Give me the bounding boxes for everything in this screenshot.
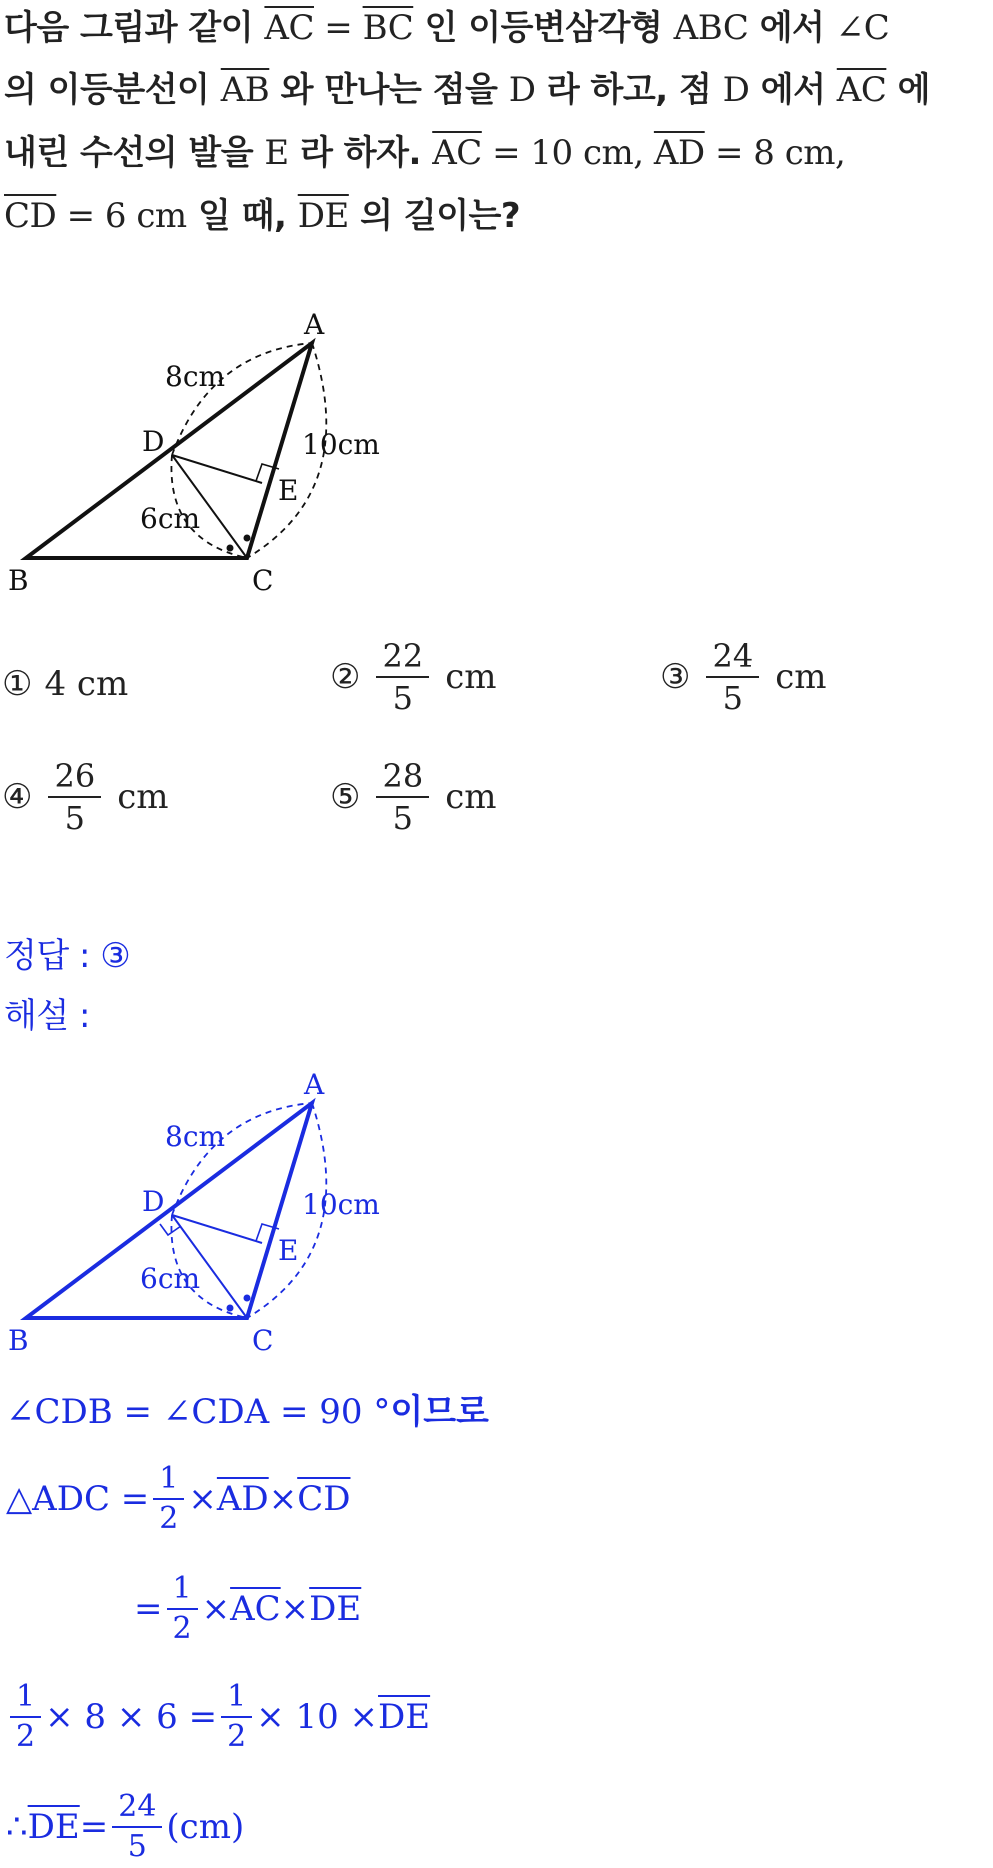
- choice-fraction: $\frac{24}{5}$: [706, 636, 759, 718]
- choice-fraction: $\frac{22}{5}$: [376, 636, 429, 718]
- label-e: E: [278, 1234, 299, 1267]
- label-d: D: [142, 425, 165, 458]
- solution-step-1: ∠CDB = ∠CDA = 90 ° 이므로: [6, 1392, 489, 1432]
- choice-unit: cm: [445, 657, 497, 697]
- label-c: C: [252, 1324, 274, 1357]
- label-a: A: [304, 308, 325, 341]
- label-a: A: [304, 1068, 325, 1101]
- length-ac: 10cm: [302, 428, 380, 461]
- triangle-figure: [0, 300, 420, 600]
- choice-unit: cm: [775, 657, 827, 697]
- problem-line-3: 내린 수선의 발을 E 라 하자. $\overline{AC} = 10$ cm, $\overline{AD} = 8$ cm,: [4, 133, 846, 173]
- choice-3[interactable]: [660, 636, 827, 718]
- segment-de: [172, 455, 262, 483]
- problem-line-2: 의 이등분선이 $\overline{AB}$ 와 만나는 점을 D 라 하고, 점 D 에서 $\overline{AC}$ 에: [4, 70, 931, 110]
- label-d: D: [142, 1185, 165, 1218]
- length-cd: 6cm: [140, 502, 201, 535]
- explanation-label: 해설 :: [4, 996, 90, 1036]
- choice-5[interactable]: [330, 756, 497, 838]
- length-ad: 8cm: [165, 360, 226, 393]
- label-b: B: [8, 1324, 29, 1357]
- solution-step-3: = $\frac{1}{2}$ × $\overline{AC}$ × $\overline{DE}$: [134, 1571, 362, 1646]
- choice-unit: cm: [445, 777, 497, 817]
- solution-step-2: △ADC = $\frac{1}{2}$ × $\overline{AD}$ × $\overline{CD}$: [6, 1461, 351, 1536]
- fraction-half: $\frac{1}{2}$: [10, 1678, 41, 1756]
- choice-unit: cm: [117, 777, 169, 817]
- length-cd: 6cm: [140, 1262, 201, 1295]
- length-ac: 10cm: [302, 1188, 380, 1221]
- label-c: C: [252, 564, 274, 597]
- choice-mark: ①: [2, 664, 33, 704]
- choice-value: 4 cm: [44, 664, 129, 704]
- choice-mark: ⑤: [330, 777, 361, 817]
- fraction-result: $\frac{24}{5}$: [112, 1788, 162, 1866]
- fraction-half: $\frac{1}{2}$: [167, 1570, 198, 1648]
- choice-mark: ③: [660, 657, 691, 697]
- problem-line-4: $\overline{CD} = 6$ cm 일 때, $\overline{DE}$ 의 길이는?: [4, 196, 521, 236]
- fraction-half: $\frac{1}{2}$: [221, 1678, 252, 1756]
- answer-line: [4, 936, 130, 976]
- segment-de: [172, 1215, 262, 1243]
- answer-value: ③: [100, 936, 131, 976]
- angle-mark-dot: [227, 545, 234, 552]
- right-angle-mark-d: [160, 1224, 181, 1235]
- angle-mark-dot: [227, 1305, 234, 1312]
- choice-mark: ④: [2, 777, 33, 817]
- angle-mark-dot: [244, 1295, 251, 1302]
- problem-line-1: 다음 그림과 같이 $\overline{AC} = \overline{BC}$ 인 이등변삼각형 ABC 에서 ∠C: [4, 8, 890, 48]
- choice-1[interactable]: [2, 664, 128, 704]
- angle-mark-dot: [244, 535, 251, 542]
- label-e: E: [278, 474, 299, 507]
- choice-4[interactable]: [2, 756, 169, 838]
- answer-label: 정답 :: [4, 936, 101, 976]
- choice-fraction: $\frac{28}{5}$: [376, 756, 429, 838]
- fraction-half: $\frac{1}{2}$: [153, 1460, 184, 1538]
- choice-fraction: $\frac{26}{5}$: [48, 756, 101, 838]
- label-b: B: [8, 564, 29, 597]
- solution-step-4: $\frac{1}{2}$ × 8 × 6 = $\frac{1}{2}$ × 10 × $\overline{DE}$: [6, 1678, 430, 1756]
- solution-triangle-figure: [0, 1060, 420, 1360]
- solution-step-5: ∴ $\overline{DE}$ = $\frac{24}{5}$ (cm): [6, 1789, 245, 1864]
- choice-2[interactable]: [330, 636, 497, 718]
- length-ad: 8cm: [165, 1120, 226, 1153]
- choice-mark: ②: [330, 657, 361, 697]
